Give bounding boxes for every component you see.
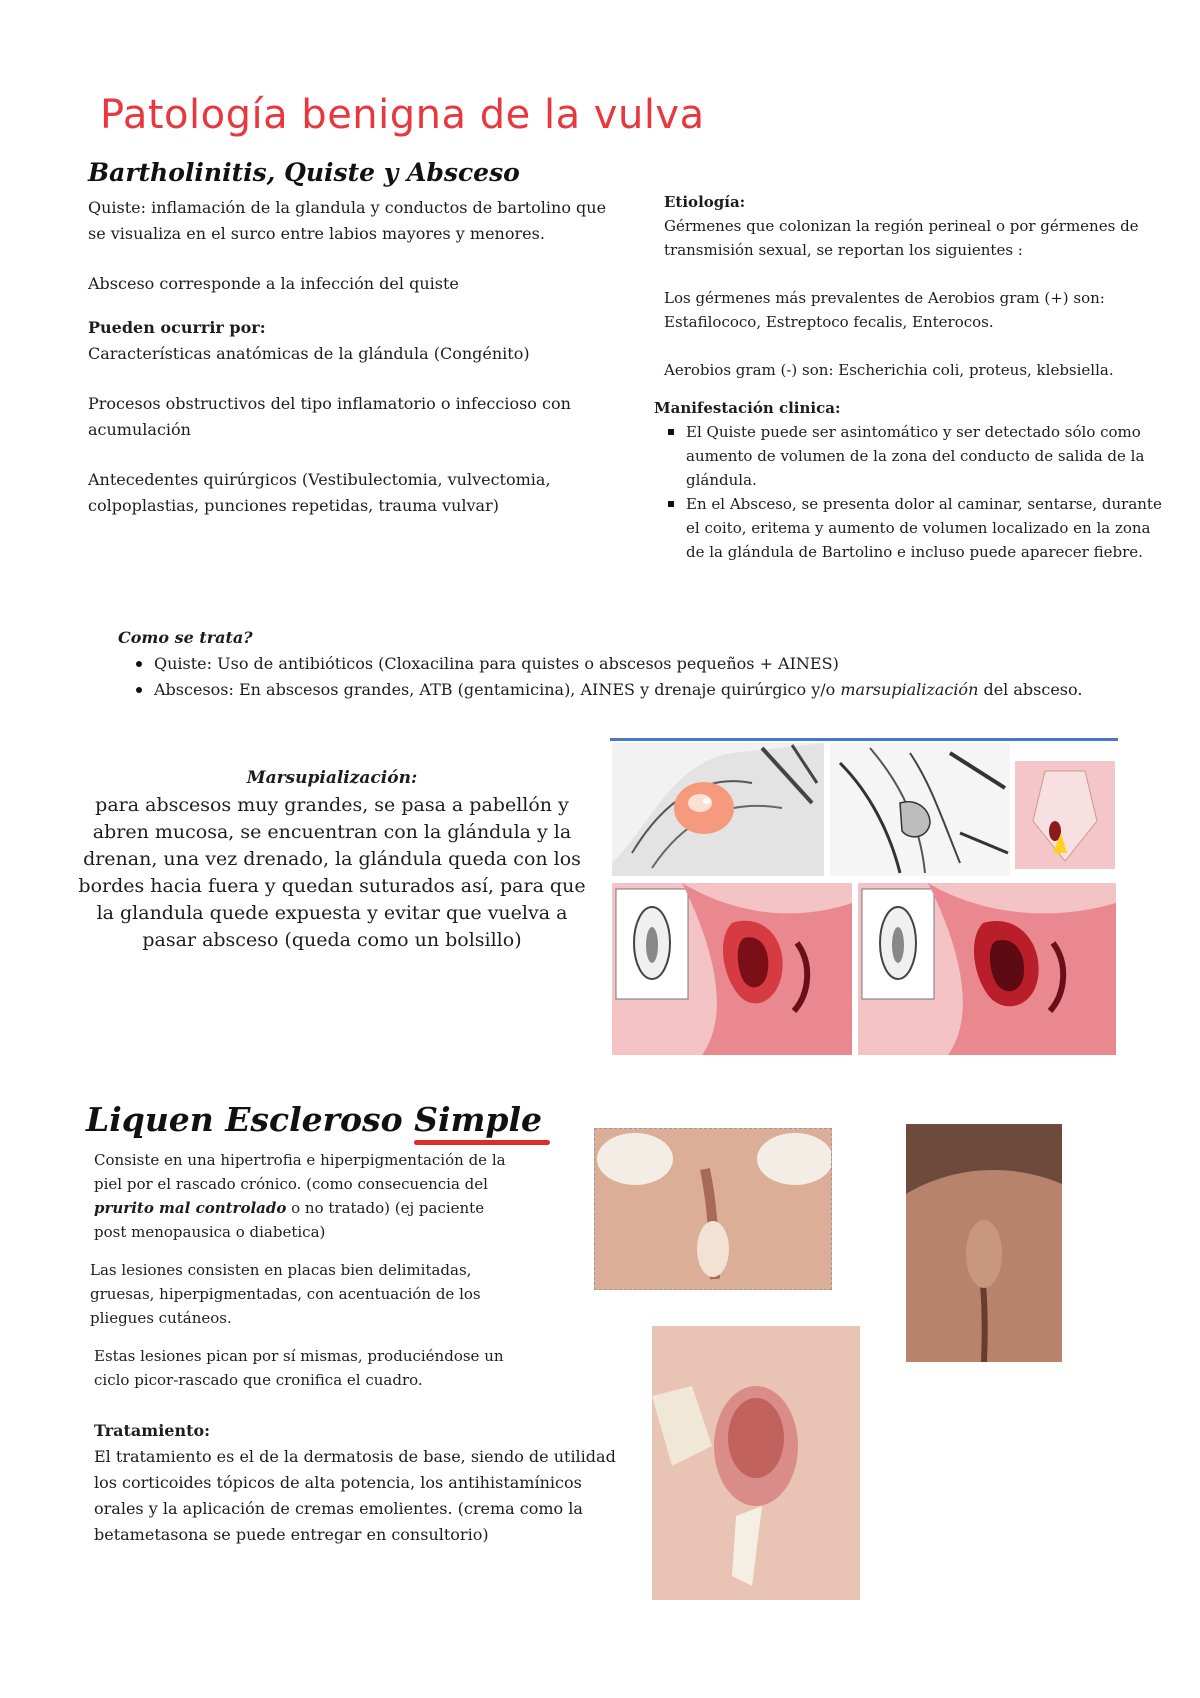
liquen-definition: Consiste en una hipertrofia e hiperpigmentación de la piel por el rascado crónico. (como consecuencia del prurito mal controlado o no tratado) (ej paciente post menopausica o diabetica) bbox=[94, 1151, 506, 1241]
aerobios-negativos: Aerobios gram (-) son: Escherichia coli, proteus, klebsiella. bbox=[664, 361, 1114, 379]
manifestacion-label: Manifestación clinica: bbox=[654, 399, 841, 417]
etiologia-text: Gérmenes que colonizan la región perineal o por gérmenes de transmisión sexual, se reportan los siguientes : bbox=[664, 217, 1139, 259]
marsupializacion-figure bbox=[610, 738, 1118, 1057]
manifestacion-list bbox=[664, 420, 1164, 564]
manifestacion-item: En el Absceso, se presenta dolor al caminar, sentarse, durante el coito, eritema y aumento de volumen localizado en la zona de la glándula de Bartolino e incluso puede aparecer fiebre. bbox=[686, 492, 1164, 564]
page-title: Patología benigna de la vulva bbox=[100, 92, 705, 138]
aerobios-positivos: Los gérmenes más prevalentes de Aerobios gram (+) son: Estafilococo, Estreptoco fecalis, Enterocos. bbox=[664, 289, 1105, 331]
sutured-gland-diagram bbox=[1015, 761, 1115, 869]
causa-item: Antecedentes quirúrgicos (Vestibulectomia, vulvectomia, colpoplastias, punciones repetidas, trauma vulvar) bbox=[88, 470, 551, 515]
marsupializacion-text: para abscesos muy grandes, se pasa a pabellón y abren mucosa, se encuentran con la glándula y la drenan, una vez drenado, la glándula queda con los bordes hacia fuera y quedan suturados así, para que la glandula quede expuesta y evitar que vuelva a pasar absceso (queda como un bolsillo) bbox=[78, 794, 586, 951]
surgery-drawing-cyst bbox=[612, 743, 824, 876]
liquen-ciclo: Estas lesiones pican por sí mismas, produciéndose un ciclo picor-rascado que cronifica el cuadro. bbox=[94, 1347, 504, 1389]
liquen-lesiones: Las lesiones consisten en placas bien delimitadas, gruesas, hiperpigmentadas, con acentuación de los pliegues cutáneos. bbox=[90, 1261, 481, 1327]
clinical-photo-1 bbox=[594, 1128, 832, 1290]
quiste-definition: Quiste: inflamación de la glandula y conductos de bartolino que se visualiza en el surco entre labios mayores y menores. bbox=[88, 198, 607, 243]
liquen-tratamiento-label: Tratamiento: bbox=[94, 1421, 211, 1440]
causa-item: Procesos obstructivos del tipo inflamatorio o infeccioso con acumulación bbox=[88, 394, 571, 439]
clinical-photo-3 bbox=[652, 1326, 860, 1600]
tratamiento-item: Quiste: Uso de antibióticos (Cloxacilina para quistes o abscesos pequeños + AINES) bbox=[154, 651, 1158, 677]
clinical-photo-2 bbox=[906, 1124, 1062, 1362]
tratamiento-list bbox=[118, 651, 1158, 703]
liquen-description bbox=[90, 1148, 514, 1392]
marsupializacion-block bbox=[72, 765, 592, 954]
section-heading-liquen: Liquen Escleroso Simple bbox=[86, 1100, 543, 1139]
liquen-tratamiento-text: El tratamiento es el de la dermatosis de base, siendo de utilidad los corticoides tópicos de alta potencia, los antihistamínicos orales y la aplicación de cremas emolientes. (crema como la betametasona se puede entregar en consultorio) bbox=[94, 1447, 616, 1544]
section-heading-bartholinitis: Bartholinitis, Quiste y Absceso bbox=[88, 158, 520, 187]
pueden-ocurrir-label: Pueden ocurrir por: bbox=[88, 318, 266, 337]
bartholinitis-right-column bbox=[654, 190, 1164, 564]
bartholinitis-left-column bbox=[88, 195, 608, 519]
gland-cross-section-before bbox=[612, 883, 852, 1055]
tratamiento-item: Abscesos: En abscesos grandes, ATB (gentamicina), AINES y drenaje quirúrgico y/o marsupialización del absceso. bbox=[154, 677, 1158, 703]
heading-highlight: Simple bbox=[414, 1100, 543, 1139]
liquen-tratamiento-block bbox=[94, 1418, 634, 1548]
causa-item: Características anatómicas de la glándula (Congénito) bbox=[88, 344, 530, 363]
absceso-definition: Absceso corresponde a la infección del quiste bbox=[88, 274, 459, 293]
etiologia-label: Etiología: bbox=[664, 193, 746, 211]
surgery-drawing-incision bbox=[830, 743, 1010, 876]
manifestacion-item: El Quiste puede ser asintomático y ser detectado sólo como aumento de volumen de la zona del conducto de salida de la glándula. bbox=[686, 420, 1164, 492]
tratamiento-label: Como se trata? bbox=[118, 628, 253, 647]
gland-cross-section-after bbox=[858, 883, 1116, 1055]
marsupializacion-label: Marsupialización: bbox=[246, 768, 418, 788]
tratamiento-block bbox=[118, 625, 1158, 703]
